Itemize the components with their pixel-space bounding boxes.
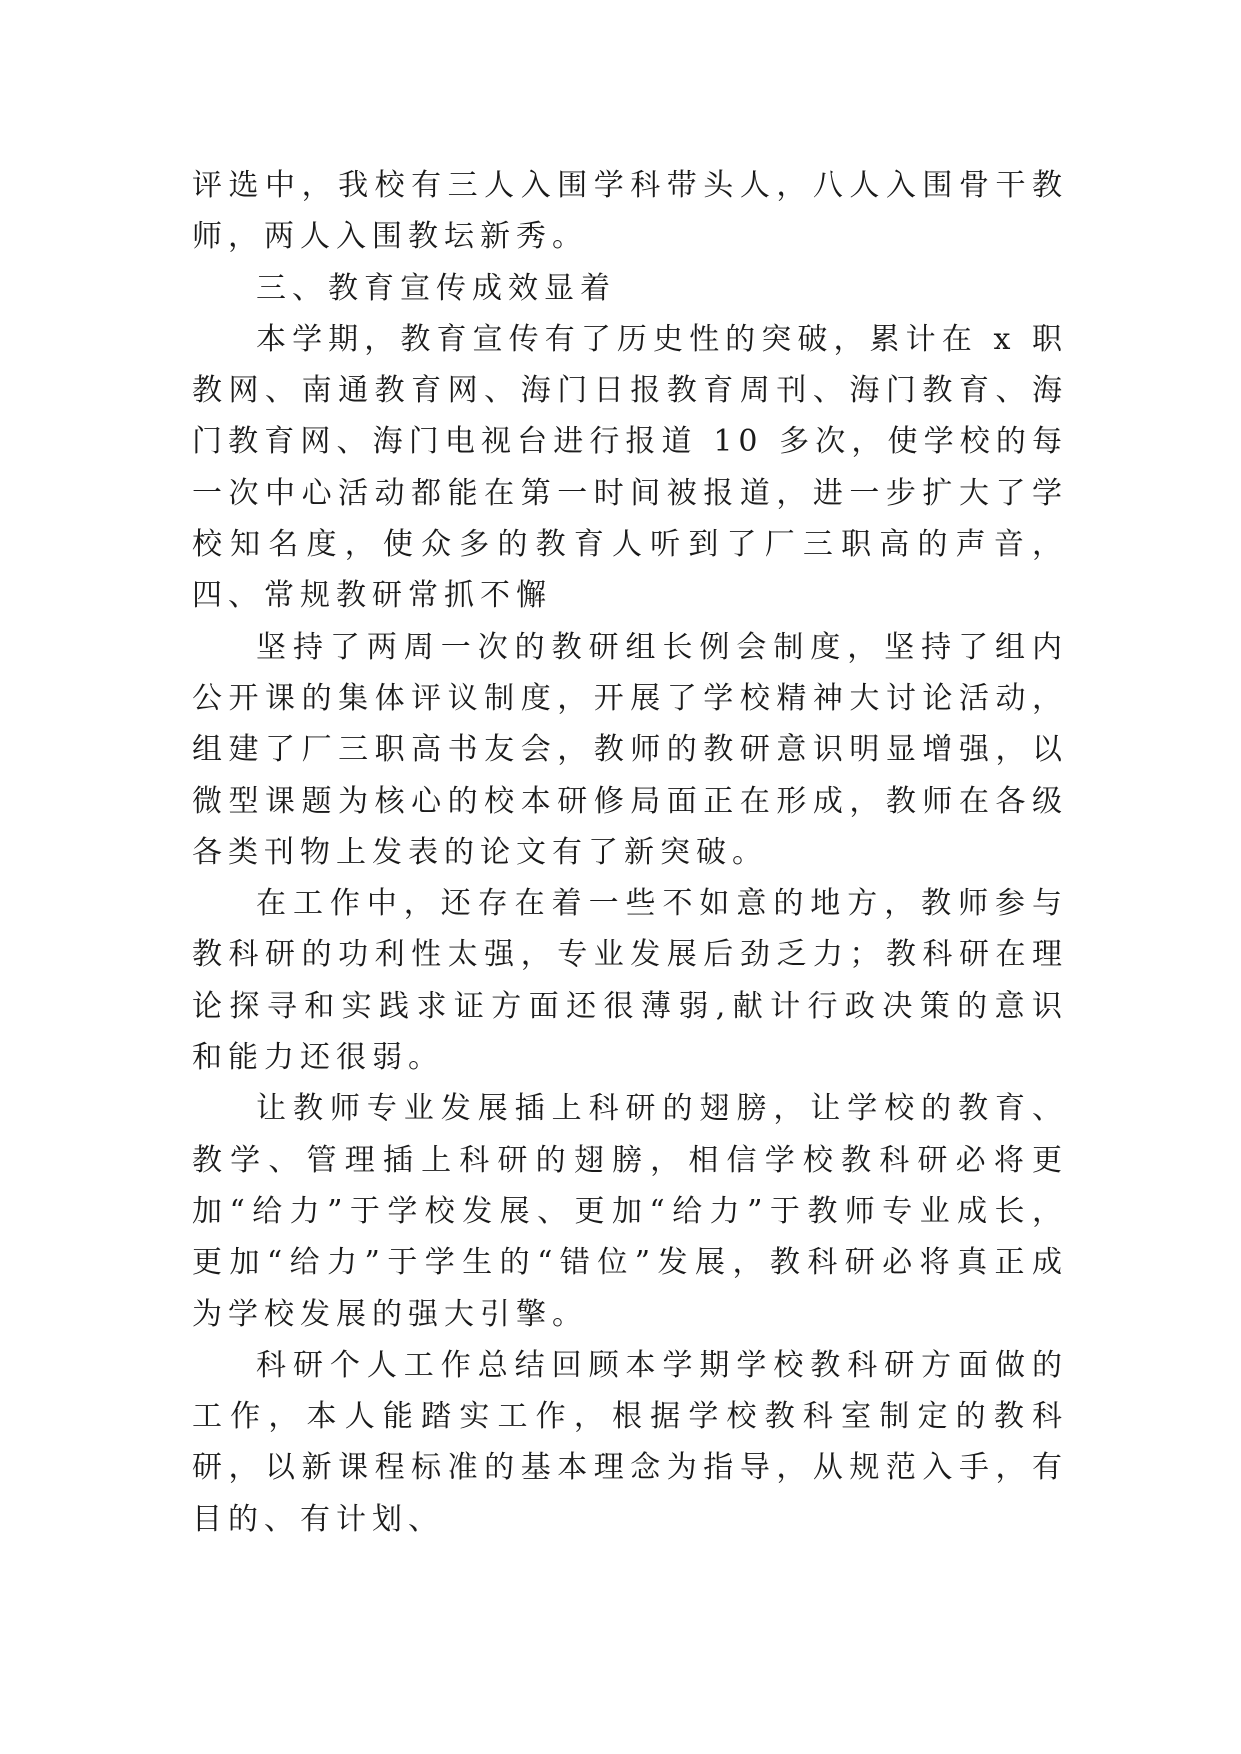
paragraph-outlook: 让教师专业发展插上科研的翅膀，让学校的教育、教学、管理插上科研的翅膀，相信学校教科研必将更加“给力”于学校发展、更加“给力”于教师专业成长，更加“给力”于学生的“错位”发展，教科研必将真正成为学校发展的强大引擎。 xyxy=(192,1091,1068,1332)
section-heading-3: 三、教育宣传成效显着 xyxy=(256,270,616,306)
paragraph-1: 评选中，我校有三人入围学科带头人，八人入围骨干教师，两人入围教坛新秀。 xyxy=(192,168,1068,255)
paragraph-publicity: 本学期，教育宣传有了历史性的突破，累计在 x 职教网、南通教育网、海门日报教育周刊、海门教育、海门教育网、海门电视台进行报道 10 多次，使学校的每一次中心活动都能在第一时间被报道，进一步扩大了学校知名度，使众多的教育人听到了厂三职高的声音，四、常规教研常抓不懈 xyxy=(192,321,1068,614)
paragraph-personal-summary: 科研个人工作总结回顾本学期学校教科研方面做的工作，本人能踏实工作，根据学校教科室制定的教科研，以新课程标准的基本理念为指导，从规范入手，有目的、有计划、 xyxy=(192,1347,1068,1537)
paragraph-shortcomings: 在工作中，还存在着一些不如意的地方，教师参与教科研的功利性太强，专业发展后劲乏力；教科研在理论探寻和实践求证方面还很薄弱,献计行政决策的意识和能力还很弱。 xyxy=(192,886,1068,1076)
document-body xyxy=(192,160,1068,1545)
paragraph-teaching-research: 坚持了两周一次的教研组长例会制度，坚持了组内公开课的集体评议制度，开展了学校精神大讨论活动，组建了厂三职高书友会，教师的教研意识明显增强，以微型课题为核心的校本研修局面正在形成，教师在各级各类刊物上发表的论文有了新突破。 xyxy=(192,629,1068,870)
